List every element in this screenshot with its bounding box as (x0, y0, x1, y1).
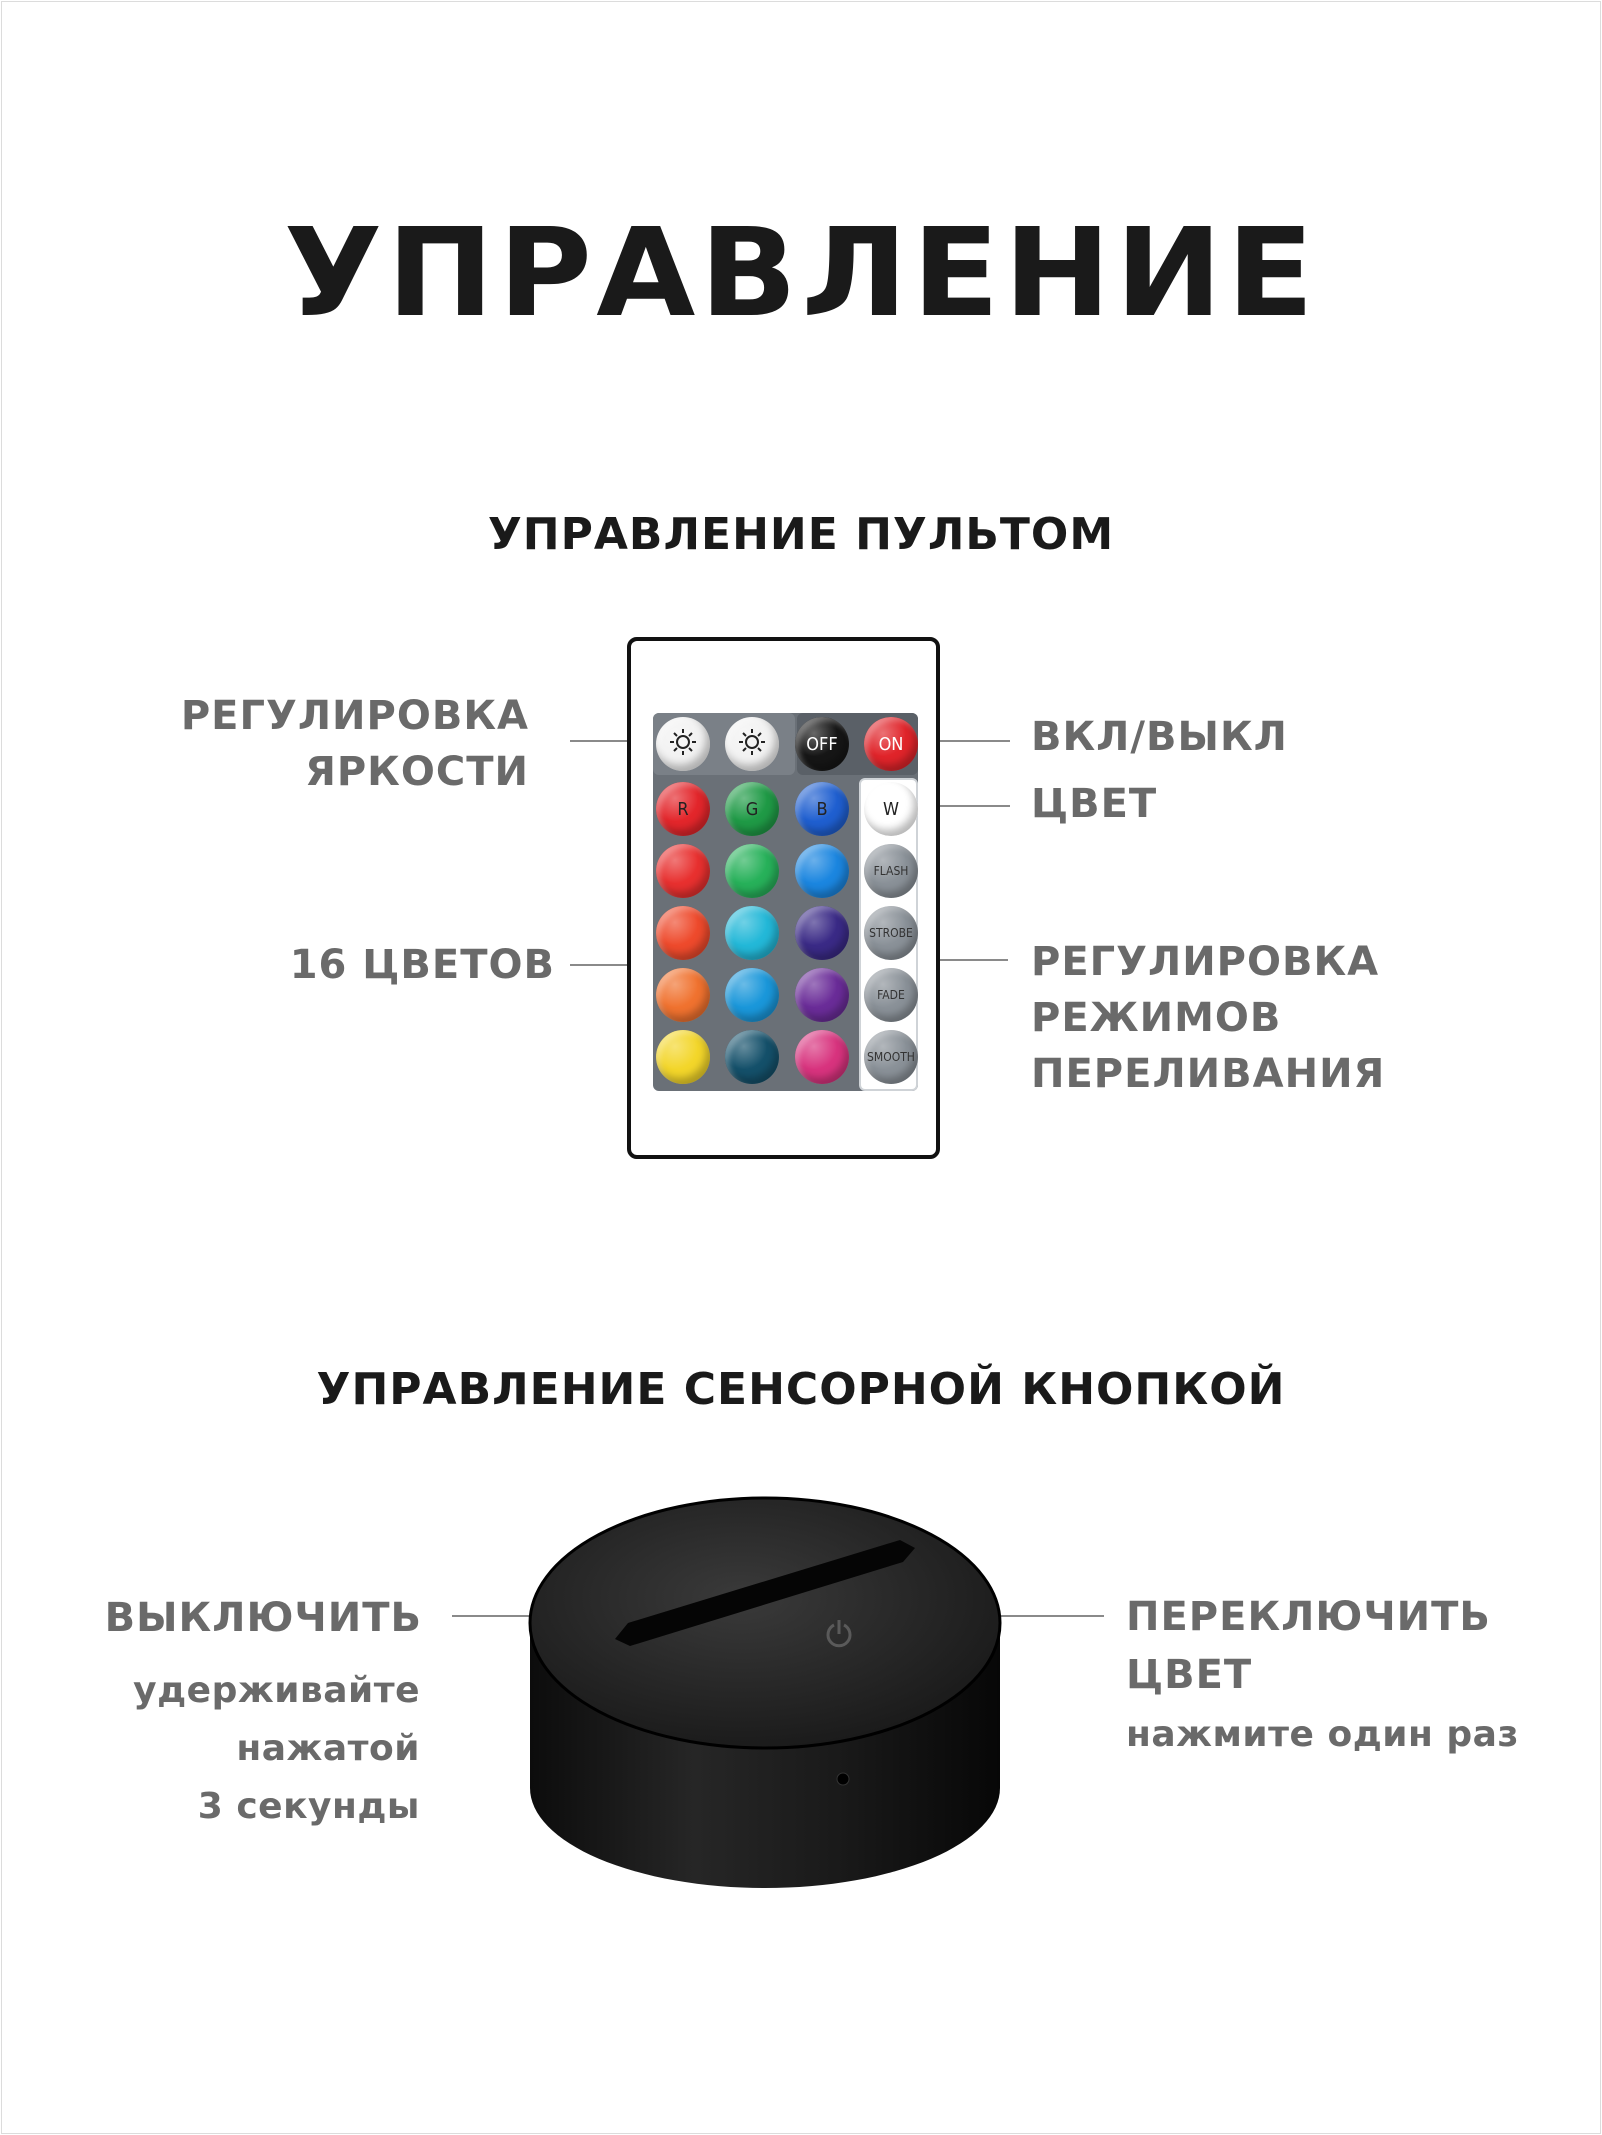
switch-color-label-line1: ПЕРЕКЛЮЧИТЬ (1126, 1594, 1491, 1640)
color-button-11[interactable] (725, 968, 779, 1022)
color-button-7[interactable] (656, 906, 710, 960)
modes-label-line3: ПЕРЕЛИВАНИЯ (1031, 1051, 1386, 1097)
color-button-13[interactable] (656, 1030, 710, 1084)
mode-button-fade[interactable]: FADE (864, 968, 918, 1022)
color-button-3[interactable]: B (795, 782, 849, 836)
brightness-label (181, 688, 529, 800)
sun-icon (668, 727, 698, 762)
white-button[interactable]: W (864, 782, 918, 836)
color-button-14[interactable] (725, 1030, 779, 1084)
sixteen-colors-label: 16 ЦВЕТОВ (289, 942, 555, 988)
turn-off-hint (133, 1662, 420, 1836)
modes-label-line1: РЕГУЛИРОВКА (1031, 939, 1380, 985)
turn-off-hint-line2: нажатой (236, 1728, 420, 1769)
color-button-6[interactable] (795, 844, 849, 898)
switch-color-label-line2: ЦВЕТ (1126, 1652, 1253, 1698)
modes-label-line2: РЕЖИМОВ (1031, 995, 1282, 1041)
brightness-label-line1: РЕГУЛИРОВКА (180, 693, 529, 739)
color-button-15[interactable] (795, 1030, 849, 1084)
power-icon[interactable] (822, 1616, 856, 1650)
brightness-label-line2: ЯРКОСТИ (305, 749, 529, 795)
page-title: УПРАВЛЕНИЕ (283, 202, 1319, 344)
turn-off-hint-line1: удерживайте (133, 1670, 420, 1711)
remote-section-heading: УПРАВЛЕНИЕ ПУЛЬТОМ (487, 509, 1115, 560)
turn-off-label: ВЫКЛЮЧИТЬ (104, 1595, 422, 1641)
on-button[interactable]: ON (864, 717, 918, 771)
color-button-8[interactable] (725, 906, 779, 960)
touch-section-heading: УПРАВЛЕНИЕ СЕНСОРНОЙ КНОПКОЙ (316, 1364, 1286, 1415)
color-button-12[interactable] (795, 968, 849, 1022)
color-button-5[interactable] (725, 844, 779, 898)
color-button-10[interactable] (656, 968, 710, 1022)
switch-color-hint: нажмите один раз (1126, 1714, 1519, 1755)
brightness-down-button[interactable] (656, 717, 710, 771)
turn-off-hint-line3: 3 секунды (197, 1786, 420, 1827)
mode-button-smooth[interactable]: SMOOTH (864, 1030, 918, 1084)
color-button-4[interactable] (656, 844, 710, 898)
mode-button-strobe[interactable]: STROBE (864, 906, 918, 960)
switch-color-label (1126, 1588, 1491, 1704)
power-label: ВКЛ/ВЫКЛ (1031, 714, 1288, 760)
brightness-up-button[interactable] (725, 717, 779, 771)
color-button-2[interactable]: G (725, 782, 779, 836)
touch-lamp-base (520, 1488, 1010, 1898)
off-button[interactable]: OFF (795, 717, 849, 771)
lamp-base-drawing (520, 1488, 1010, 1898)
color-label: ЦВЕТ (1031, 781, 1158, 827)
modes-label (1031, 934, 1385, 1102)
color-button-1[interactable]: R (656, 782, 710, 836)
mode-button-flash[interactable]: FLASH (864, 844, 918, 898)
color-button-9[interactable] (795, 906, 849, 960)
remote-control (627, 637, 940, 1159)
sun-icon (737, 727, 767, 762)
